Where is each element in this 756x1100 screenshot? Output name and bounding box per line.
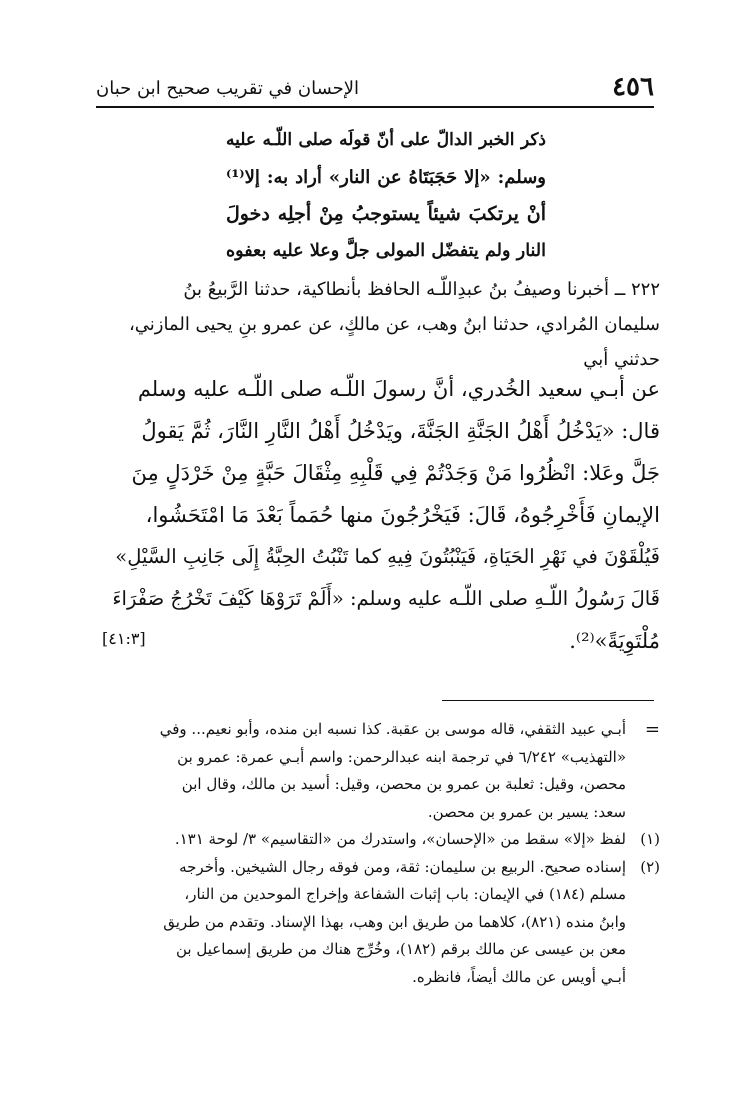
heading-line: النار ولم يتفضّل المولى جلَّ وعلا عليه بعفوه bbox=[226, 241, 546, 261]
footnote-line: أبـي أويس عن مالك أيضاً، فانظره. bbox=[412, 967, 626, 986]
isnad-line: ٢٢٢ ــ أخبرنا وصيفُ بنُ عبدِاللّـه الحافظ بأنطاكية، حدثنا الرَّبيعُ بنُ bbox=[183, 279, 660, 300]
footnote-1 bbox=[102, 826, 660, 854]
footnote-line: إسناده صحيح. الربيع بن سليمان: ثقة، ومن فوقه رجال الشيخين. وأخرجه bbox=[179, 857, 626, 876]
matn-line: عن أبـي سعيد الخُدري، أنَّ رسولَ اللّـه صلى اللّـه عليه وسلم bbox=[137, 377, 660, 401]
matn-line: فَيُلْقَوْنَ في نَهْرِ الحَيَاةِ، فَيَنْبُتُونَ فِيهِ كما تَنْبُتُ الحِبَّةُ إِلَى جَانِبِ السَّيْلِ» bbox=[115, 545, 660, 568]
matn-line: الإيمانِ فَأَخْرِجُوهُ، قَالَ: فَيَخْرُجُونَ منها حُمَماً بَعْدَ مَا امْتَحَشُوا، bbox=[145, 503, 660, 527]
footnote-divider bbox=[442, 700, 654, 701]
page-header bbox=[96, 70, 654, 108]
footnotes bbox=[102, 716, 660, 991]
isnad-line: سليمان المُرادي، حدثنا ابنُ وهب، عن مالكٍ، عن عمرو بنِ يحيى المازني، bbox=[128, 314, 660, 335]
footnote-continuation bbox=[102, 716, 660, 826]
matn-line: مُلْتَوِيَةً»⁽²⁾. bbox=[569, 629, 660, 653]
matn-line: جَلَّ وعَلا: انْظُرُوا مَنْ وَجَدْتُمْ فِي قَلْبِهِ مِثْقَالَ حَبَّةٍ مِنْ خَرْدَلٍ مِنَ bbox=[131, 461, 660, 485]
heading-line: ذكر الخبر الدالّ على أنّ قولَه صلى اللّـه عليه bbox=[226, 130, 546, 150]
footnote-line: سعد: يسير بن عمرو بن محصن. bbox=[427, 802, 626, 821]
footnote-mark: = bbox=[644, 719, 660, 740]
footnote-2 bbox=[102, 854, 660, 992]
heading-line: أنْ يرتكبَ شيئاً يستوجبُ مِنْ أجلِه دخولَ bbox=[226, 203, 546, 225]
page-number: ٤٥٦ bbox=[612, 72, 654, 102]
footnote-line: محصن، وقيل: ثعلبة بن عمرو بن محصن، وقيل: أسيد بن مالك، وقال ابن bbox=[181, 775, 626, 793]
footnote-line: وابنُ منده (٨٢١)، كلاهما من طريق ابن وهب، بهذا الإسناد. وتقدم من طريق bbox=[163, 912, 626, 931]
footnote-line: «التهذيب» ٦/٢٤٢ في ترجمة ابنه عبدالرحمن: واسم أبـي عمرة: عمرو بن bbox=[177, 747, 626, 766]
isnad-line: حدثني أبي bbox=[583, 349, 660, 370]
chapter-heading bbox=[226, 122, 546, 270]
footnote-mark: (١) bbox=[640, 830, 660, 848]
footnote-line: مسلم (١٨٤) في الإيمان: باب إثبات الشفاعة وإخراج الموحدين من النار، bbox=[184, 885, 626, 903]
hadith-isnad bbox=[102, 272, 660, 377]
hadith-reference: [٤١:٣] bbox=[102, 629, 146, 648]
footnote-mark: (٢) bbox=[640, 857, 660, 876]
hadith-matn bbox=[102, 368, 660, 662]
running-title: الإحسان في تقريب صحيح ابن حبان bbox=[96, 78, 360, 99]
footnote-line: لفظ «إلا» سقط من «الإحسان»، واستدرك من «التقاسيم» ٣/ لوحة ١٣١. bbox=[174, 830, 626, 848]
footnote-line: معن بن عيسى عن مالك برقم (١٨٢)، وخُرِّج هناك من طريق إسماعيل بن bbox=[176, 940, 626, 958]
footnote-line: أبـي عبيد الثقفي، قاله موسى بن عقبة. كذا نسبه ابن منده، وأبو نعيم... وفي bbox=[159, 720, 626, 738]
heading-line: وسلم: «إلا حَجَبَتَاهُ عن النار» أراد به: إلا⁽¹⁾ bbox=[226, 167, 546, 188]
matn-line: قال: «يَدْخُلُ أَهْلُ الجَنَّةِ الجَنَّةَ، ويَدْخُلُ أَهْلُ النَّارِ النَّارَ، ثُمَّ يَقولُ bbox=[141, 419, 660, 443]
matn-line: قَالَ رَسُولُ اللّـهِ صلى اللّـه عليه وسلم: «أَلَمْ تَرَوْهَا كَيْفَ تَخْرُجُ صَفْرَاءَ bbox=[112, 587, 660, 610]
